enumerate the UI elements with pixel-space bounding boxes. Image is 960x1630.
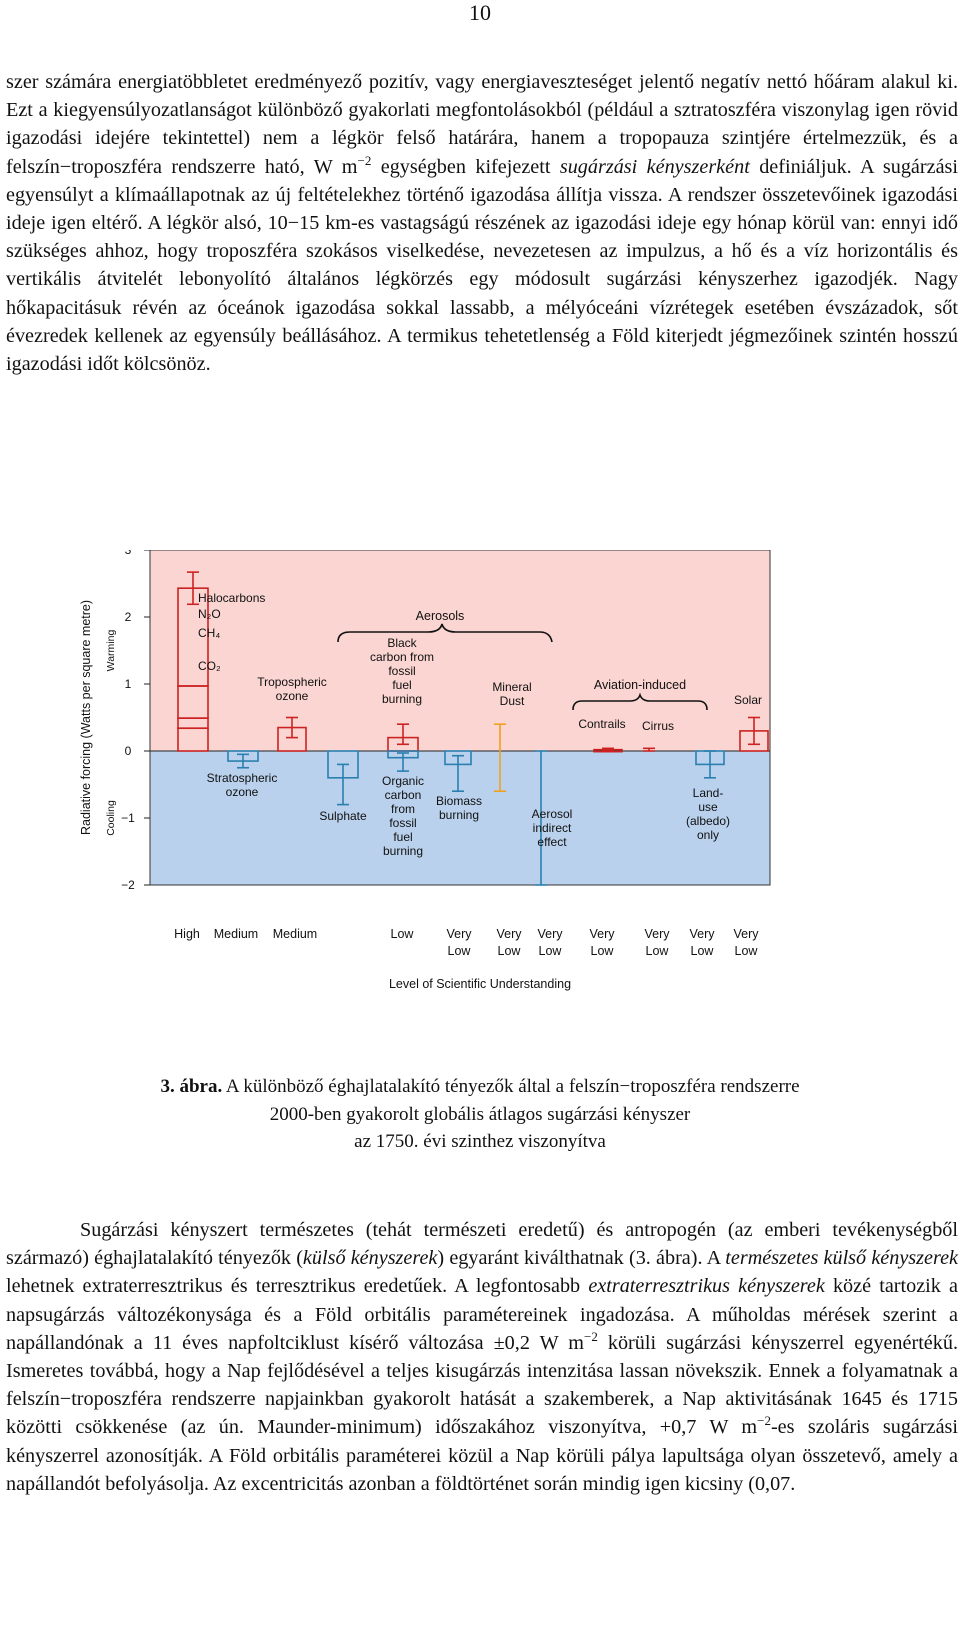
- caption-line-2: 2000-ben gyakorolt globális átlagos sugárzási kényszer: [269, 1103, 691, 1125]
- understanding-level: High: [174, 927, 200, 941]
- understanding-level: Low: [590, 944, 614, 958]
- understanding-level: Low: [645, 944, 669, 958]
- page-number: 10: [469, 0, 491, 25]
- paragraph2-run: közé tartozik a napsugárzás változékonysága és a Föld orbitális paramétereinek ingadozása. A műholdas mérések szerint a napállandónak a 11 éves napfoltciklust kísérő változása ±0,2 W m: [6, 1275, 959, 1354]
- bar-label-5: Tropospheric ozone: [257, 675, 327, 703]
- paragraph-2: [6, 1216, 958, 1498]
- bar-label-1: N₂O: [198, 607, 221, 621]
- understanding-level: Very: [496, 927, 522, 941]
- paragraph1-run: sugárzási kényszerként: [559, 155, 750, 178]
- cooling-label: Cooling: [105, 800, 117, 836]
- bar-label-3: CO₂: [198, 659, 221, 673]
- y-tick-label: 1: [124, 677, 132, 691]
- caption-line-1: A különböző éghajlatalakító tényezők által a felszín−troposzféra rendszerre: [222, 1076, 800, 1097]
- understanding-level: Low: [538, 944, 562, 958]
- understanding-level: Medium: [272, 927, 318, 941]
- aerosols-group-label: Aerosols: [415, 609, 465, 623]
- y-tick-label: −1: [121, 811, 135, 825]
- paragraph2-run: −2: [757, 1413, 771, 1429]
- paragraph2-run: -es szoláris sugárzási kényszerrel azonosítják. A Föld orbitális paraméterei közül a Nap körüli pálya lapultsága olyan összetevő, amely a napállandót befolyásolja. Az excentricitás azonban a földtörténet során mindig igen kicsiny (0,07.: [6, 1416, 958, 1495]
- paragraph2-run: extraterresztrikus kényszerek: [588, 1275, 825, 1298]
- caption-label: 3. ábra.: [160, 1076, 223, 1097]
- caption-line-3: az 1750. évi szinthez viszonyítva: [354, 1131, 606, 1152]
- understanding-level: Medium: [213, 927, 259, 941]
- aviation-group-label: Aviation-induced: [593, 678, 687, 692]
- paragraph1-run: −2: [357, 152, 372, 168]
- y-tick-label: 3: [124, 550, 132, 557]
- understanding-level: Very: [537, 927, 563, 941]
- understanding-level: Very: [446, 927, 472, 941]
- understanding-level: Low: [497, 944, 521, 958]
- y-tick-label: 2: [124, 610, 132, 624]
- paragraph2-run: Sugárzási kényszert természetes (tehát természeti eredetű) és antropogén (az emberi tevékenységből származó) éghajlatalakító tényezők (: [6, 1219, 958, 1270]
- radiative-forcing-figure: [70, 550, 960, 1040]
- figure-caption: [0, 1073, 960, 1156]
- bar-label-15: Solar: [733, 693, 763, 707]
- paragraph2-run: körüli sugárzási kényszerrel egyenértékű. Ismeretes továbbá, hogy a Nap fejlődésével a teljes kisugárzás intenzitása lassan növekszik. Ennek a folyamatnak a felszín−troposzféra rendszerre napjainkban gyakorolt hatását a szakemberek, a Nap aktivitásának 1645 és 1715 közötti csökkenése (az ún. Maunder-minimum) időszakához viszonyítva, +0,7 W m: [6, 1331, 958, 1439]
- warming-label: Warming: [105, 629, 117, 672]
- bar-label-13: Cirrus: [642, 719, 674, 733]
- paragraph2-run: ) egyaránt kiválthatnak (3. ábra). A: [437, 1247, 726, 1270]
- bar-label-7: Black carbon from fossil fuel burning: [369, 636, 435, 706]
- x-axis-label: Level of Scientific Understanding: [388, 977, 572, 991]
- paragraph2-run: −2: [584, 1328, 598, 1344]
- bar-label-9: Biomass burning: [435, 794, 483, 822]
- understanding-level: Low: [690, 944, 714, 958]
- bar-label-8: Organic carbon from fossil fuel burning: [381, 774, 425, 858]
- paragraph2-run: lehetnek extraterresztrikus és terresztrikus eredetűek. A legfontosabb: [6, 1275, 589, 1298]
- paragraph1-run: egységben kifejezett: [371, 155, 560, 178]
- paragraph-1: [6, 68, 958, 378]
- understanding-level: Very: [733, 927, 759, 941]
- understanding-level: Very: [644, 927, 670, 941]
- understanding-level: Very: [589, 927, 615, 941]
- understanding-level: Low: [734, 944, 758, 958]
- warming-background: [150, 550, 770, 751]
- y-tick-label: −2: [121, 878, 135, 892]
- paragraph2-run: természetes külső kényszerek: [725, 1247, 958, 1270]
- understanding-level: Low: [390, 927, 414, 941]
- bar-label-12: Contrails: [578, 717, 626, 731]
- paragraph1-run: definiáljuk. A sugárzási egyensúlyt a klímaállapotnak az új feltételekhez történő igazodása állítja vissza. A rendszer összetevőinek igazodási ideje igen eltérő. A légkör alsó, 10−15 km-es vastagságú részének az igazodási ideje egy hónap körül van: ennyi idő szükséges ahhoz, hogy troposzféra szokásos viselkedése, nevezetesen az impulzus, a hő és a víz horizontális és vertikális átvitelét lebonyolító általános légkörzés egy módosult sugárzási kényszerhez igazodjék. Nagy hőkapacitásuk révén az óceánok igazodása sokkal lassabb, a mélyóceáni vízrétegek esetében évszázadok, sőt évezredek kellenek az egyensúly beállásához. A termikus tehetetlenség a Föld kiterjedt jégmezőinek szintén hosszú igazodási időt kölcsönöz.: [6, 155, 958, 376]
- bar-label-0: Halocarbons: [198, 591, 266, 605]
- understanding-level: Low: [447, 944, 471, 958]
- bar-label-2: CH₄: [198, 626, 221, 640]
- paragraph2-run: külső kényszerek: [302, 1247, 438, 1270]
- bar-label-14: Land-use (albedo) only: [685, 786, 731, 842]
- y-tick-label: 0: [124, 744, 132, 758]
- bar-label-4: Stratospheric ozone: [206, 771, 278, 799]
- radiative-forcing-chart: [70, 550, 960, 1040]
- y-axis-label: Radiative forcing (Watts per square metre): [79, 599, 93, 836]
- paragraph1-run: szer számára energiatöbbletet eredményező pozitív, vagy energiaveszteséget jelentő negatív nettó hőáram alakul ki. Ezt a kiegyensúlyozatlanságot különböző gyakorlati megfontolásokból (például a sztratoszféra viszonylag igen rövid igazodási idejére tekintettel) nem a légkör felső határára, hanem a tropopauza szintjére értelmezzük, és a felszín−troposzféra rendszerre ható, W m: [6, 71, 958, 178]
- bar-label-11: Aerosol indirect effect: [531, 807, 573, 849]
- understanding-level: Very: [689, 927, 715, 941]
- bar-label-6: Sulphate: [319, 809, 367, 823]
- bar-label-10: Mineral Dust: [492, 680, 532, 708]
